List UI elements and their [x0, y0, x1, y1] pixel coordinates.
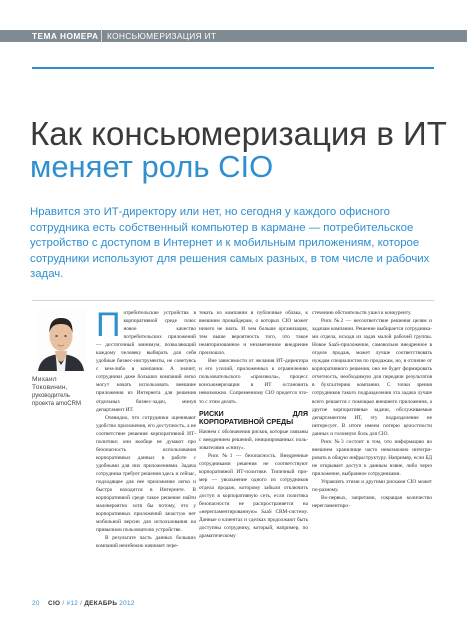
section-separator [101, 30, 102, 42]
body-column-2 [199, 309, 308, 540]
section-label: ТЕМА НОМЕРА [32, 30, 104, 42]
top-accent-rule [32, 67, 434, 69]
author-portrait-icon [36, 309, 86, 371]
body-column-3 [312, 309, 432, 510]
article-title-accent: меняет роль CIO [30, 149, 274, 184]
body-paragraph: Начнем с обозначения рисков, которые связаны с внедрением решений, инициированных пользователями «снизу». [199, 428, 308, 451]
magazine-name: CIO [48, 600, 61, 607]
author-role: руководитель проекта amoCRM [32, 393, 81, 407]
drop-cap: П [96, 306, 121, 344]
lead-paragraph: Нравится это ИТ-директору или нет, но сегодня у каждого офисного сотрудника есть собственный компьютер в кармане — потребительское устройство с доступом в Интернет и к мобильным приложениям, которое сотрудники используют для решения самых разных, в том числе и рабочих задач. [30, 206, 430, 281]
lead-divider [32, 300, 434, 301]
issue-number: / #12 / [62, 600, 83, 607]
article-lead [30, 205, 435, 283]
section-topic: КОНСЬЮМЕРИЗАЦИЯ ИТ [103, 30, 224, 42]
issue-year: 2012 [119, 600, 135, 607]
body-paragraph: Риск №1 — безопасность. Внедренные сотрудниками решения не соответствуют корпоративной ИТ-политике. Типичный пример — увольнение одного из сотрудников отдела продаж, которому забыли отключить доступ в корпоративную сеть, если политика безопасности не распространяется на «нерегламентированную» SaaS CRM-систему. Данные о клиентах и сделках продолжают быть доступны сотруднику, который, например, по драматическому [199, 452, 308, 540]
author-credit [32, 376, 92, 408]
body-paragraph: Управлять этими и другими рисками CIO может по-разному. [312, 478, 432, 494]
article-title: Как консьюмеризация в ИТ [30, 115, 447, 152]
page-number: 20 [32, 600, 40, 607]
body-paragraph: Риск №3 состоит в том, что информацию во внешнем хранилище часто невозможно интегрировать в общую инфраструктуру. Например, если БД не открывает доступ к данным извне, либо через приложение, выбранное сотрудниками. [312, 438, 432, 477]
body-paragraph: В результате часть данных больших компаний неизбежно начинает пере- [96, 535, 196, 550]
body-paragraph: Вне зависимости от желания ИТ-директора и его усилий, приложенных к ограничению пользовательского «произвола», процесс консьюмеризации в ИТ остановить невозможно. Сопременному CIO придется что-то с этим делать. [199, 358, 308, 405]
author-photo [36, 309, 86, 371]
body-paragraph: Во-первых, запретами, сокращая количество нерегламентиро- [312, 495, 432, 510]
body-paragraph: Очевидно, что сотрудники оценивают удобство приложения, его доступность, а не соответствие решения корпоративной ИТ-политике; они вообще не думают про безопасность использования корпоративных данных в работе с удобными для них приложениями. Задача сотрудника требует решения здесь и сейчас, подходящее для нее приложение легко и быстро находится в Интернете. В корпоративной среде такое решение найти маловероятно хотя бы потому, что у корпоративных приложений зачастую нет мобильной версии для использования на привычном пользователю устройстве. [96, 414, 196, 534]
body-paragraph: отребительские устройства в корпоративной среде плюс новое качество потребительских приложений — достаточный минимум, позволяющий каждому человеку выбирать для себя удобные бизнес-инструменты, не советуясь с кем-либо в компании. А значит, сотрудники даже больших компаний легко могут начать использовать внешние приложения из Интернета для решения отдельных бизнес-задач, минуя департамент ИТ. [96, 310, 196, 413]
issue-month: ДЕКАБРЬ [84, 600, 118, 607]
body-paragraph: текать из компании в публичные облака, к внешним провайдерам, о которых CIO может ничего не знать. И чем больше организация, тем выше вероятность того, что такое неавторизованное и незамеченное внедрение произошло. [199, 310, 308, 357]
body-paragraph: стечению обстоятельств ушел к конкуренту. [312, 310, 412, 316]
section-header-bar [0, 30, 467, 42]
section-subheading: РИСКИ ДЛЯ КОРПОРАТИВНОЙ СРЕДЫ [199, 408, 308, 426]
author-first-name: Михаил [32, 376, 57, 383]
body-paragraph: Риск №2 — несоответствие решения целям и задачам компании. Решение выбирается сотрудниками отдела, исходя из задач малой рабочей группы. Новое SaaS-приложение, самовольно внедренное в отделе продаж, может лучше соответствовать нуждам специалистов по продажам, но, в отличие от корпоративного решения, оно не будет формировать отчетность, необходимую для передачи результатов в бухгалтерию компании. С точки зрения сотрудников такого подразделения эта задача лучше всего решается с помощью внешнего приложения, а другие корпоративные задачи, обслуживаемые департаментом ИТ, эту подразделение не интересует. В итоге имеем потерю целостности данных и головную боль для CIO. [312, 318, 432, 437]
page-footer [32, 600, 135, 607]
author-last-name: Токовинин, [32, 384, 68, 391]
body-column-1 [96, 306, 196, 550]
